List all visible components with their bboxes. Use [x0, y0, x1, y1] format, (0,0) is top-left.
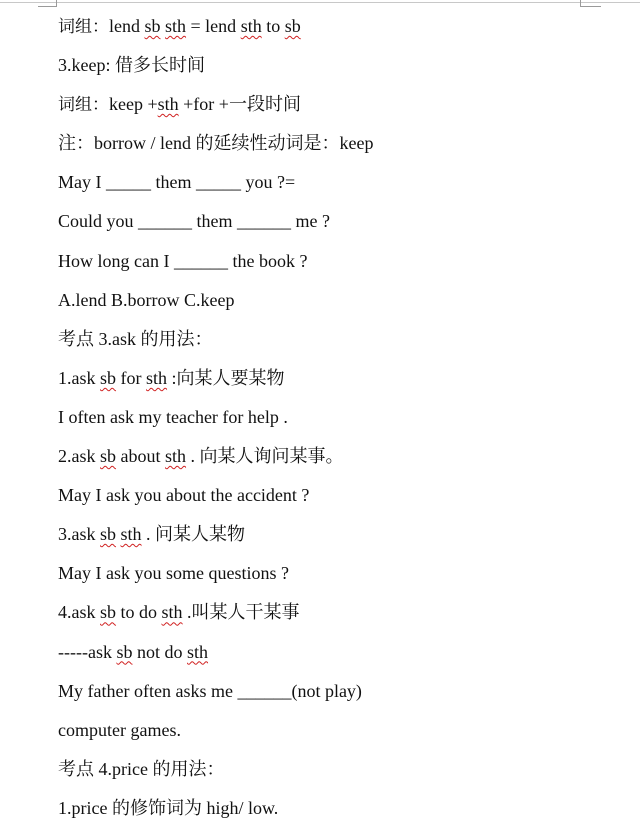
margin-corner-mark-right: [580, 0, 601, 7]
spellcheck-word: sth: [187, 641, 209, 662]
doc-line-1: 词组：lend sb sth = lend sth to sb: [58, 16, 301, 37]
doc-line-6: Could you ______ them ______ me ?: [58, 211, 330, 232]
doc-line-11: I often ask my teacher for help .: [58, 406, 288, 427]
doc-line-9: 考点 3.ask 的用法：: [58, 328, 213, 349]
document-body[interactable]: [58, 10, 628, 831]
doc-line-7: How long can I ______ the book ?: [58, 250, 308, 271]
doc-line-8: A.lend B.borrow C.keep: [58, 289, 235, 310]
doc-line-2: 3.keep: 借多长时间: [58, 55, 205, 76]
doc-line-14: 3.ask sb sth . 问某人某物: [58, 524, 246, 545]
spellcheck-word: sth: [165, 16, 187, 36]
doc-line-19: computer games.: [58, 719, 181, 740]
page-top-edge: [0, 2, 640, 3]
doc-line-15: May I ask you some questions ?: [58, 563, 289, 584]
spellcheck-word: sb: [100, 602, 117, 623]
doc-line-21: 1.price 的修饰词为 high/ low.: [58, 797, 279, 818]
doc-line-16: 4.ask sb to do sth .叫某人干某事: [58, 602, 300, 623]
doc-line-12: 2.ask sb about sth . 向某人询问某事。: [58, 446, 344, 467]
doc-line-13: May I ask you about the accident ?: [58, 485, 310, 506]
spellcheck-word: sb: [100, 524, 117, 545]
doc-line-5: May I _____ them _____ you ?=: [58, 172, 296, 193]
spellcheck-word: sb: [100, 446, 117, 467]
doc-line-18: My father often asks me ______(not play): [58, 680, 362, 701]
doc-line-4: 注：borrow / lend 的延续性动词是：keep: [58, 133, 374, 154]
spellcheck-word: sth: [165, 446, 187, 467]
doc-line-20: 考点 4.price 的用法：: [58, 758, 225, 779]
margin-corner-mark-left: [38, 0, 57, 7]
doc-line-17: -----ask sb not do sth: [58, 641, 209, 662]
doc-line-10: 1.ask sb for sth :向某人要某物: [58, 367, 285, 388]
spellcheck-word: sb: [100, 367, 117, 388]
spellcheck-word: sth: [240, 16, 262, 36]
doc-line-3: 词组：keep +sth +for +一段时间: [58, 94, 301, 116]
spellcheck-word: sth: [146, 367, 168, 388]
spellcheck-word: sth: [120, 524, 142, 545]
spellcheck-word: sb: [116, 641, 133, 662]
spellcheck-word: sth: [161, 602, 183, 623]
spellcheck-word: sb: [144, 16, 161, 36]
spellcheck-word: sb: [284, 16, 301, 36]
spellcheck-word: sth: [157, 94, 179, 115]
